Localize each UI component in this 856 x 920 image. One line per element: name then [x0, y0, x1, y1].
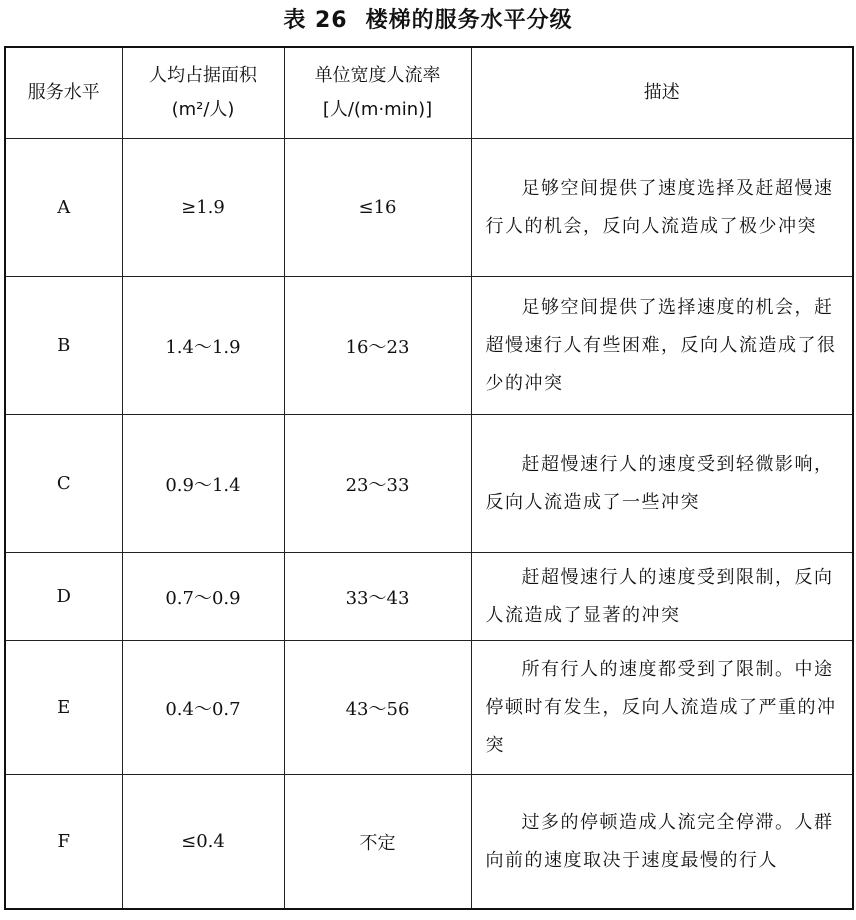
header-flow-label: 单位宽度人流率 — [314, 65, 441, 86]
header-flow-unit: [人/(m·min)] — [322, 99, 433, 120]
header-level-label: 服务水平 — [27, 82, 100, 103]
header-area — [122, 47, 284, 139]
cell-flow: 43～56 — [284, 641, 471, 775]
service-level-table — [4, 46, 854, 910]
cell-level: E — [5, 641, 122, 775]
cell-desc — [471, 139, 853, 277]
cell-flow: 33～43 — [284, 553, 471, 641]
cell-area: 0.7～0.9 — [122, 553, 284, 641]
cell-desc — [471, 415, 853, 553]
header-desc-label: 描述 — [643, 82, 680, 103]
cell-level: C — [5, 415, 122, 553]
table-row — [5, 641, 853, 775]
table-row — [5, 775, 853, 910]
cell-level: B — [5, 277, 122, 415]
cell-desc-text: 赶超慢速行人的速度受到限制，反向人流造成了显著的冲突 — [485, 566, 834, 626]
cell-desc-text: 足够空间提供了选择速度的机会，赶超慢速行人有些困难，反向人流造成了很少的冲突 — [485, 296, 837, 394]
cell-flow: 16～23 — [284, 277, 471, 415]
cell-desc — [471, 641, 853, 775]
cell-area: 1.4～1.9 — [122, 277, 284, 415]
cell-level: A — [5, 139, 122, 277]
table-row — [5, 553, 853, 641]
cell-desc — [471, 775, 853, 910]
cell-desc-text: 所有行人的速度都受到了限制。中途停顿时有发生，反向人流造成了严重的冲突 — [485, 658, 837, 756]
cell-level: F — [5, 775, 122, 910]
table-row — [5, 415, 853, 553]
header-flow — [284, 47, 471, 139]
cell-flow: 23～33 — [284, 415, 471, 553]
cell-area: ≤0.4 — [122, 775, 284, 910]
table-row — [5, 139, 853, 277]
cell-area: 0.4～0.7 — [122, 641, 284, 775]
table-row — [5, 277, 853, 415]
cell-level: D — [5, 553, 122, 641]
header-desc — [471, 47, 853, 139]
header-level — [5, 47, 122, 139]
cell-desc — [471, 277, 853, 415]
table-title — [0, 6, 856, 36]
cell-area: ≥1.9 — [122, 139, 284, 277]
table-number: 表 26 — [283, 8, 348, 33]
cell-desc-text: 过多的停顿造成人流完全停滞。人群向前的速度取决于速度最慢的行人 — [485, 811, 834, 871]
cell-desc-text: 足够空间提供了速度选择及赶超慢速行人的机会，反向人流造成了极少冲突 — [485, 177, 834, 237]
header-row — [5, 47, 853, 139]
cell-flow: ≤16 — [284, 139, 471, 277]
cell-desc — [471, 553, 853, 641]
cell-flow: 不定 — [284, 775, 471, 910]
table-caption: 楼梯的服务水平分级 — [365, 8, 573, 33]
cell-area: 0.9～1.4 — [122, 415, 284, 553]
cell-desc-text: 赶超慢速行人的速度受到轻微影响，反向人流造成了一些冲突 — [485, 453, 834, 513]
header-area-unit: (m²/人) — [171, 99, 235, 120]
header-area-label: 人均占据面积 — [149, 65, 257, 86]
